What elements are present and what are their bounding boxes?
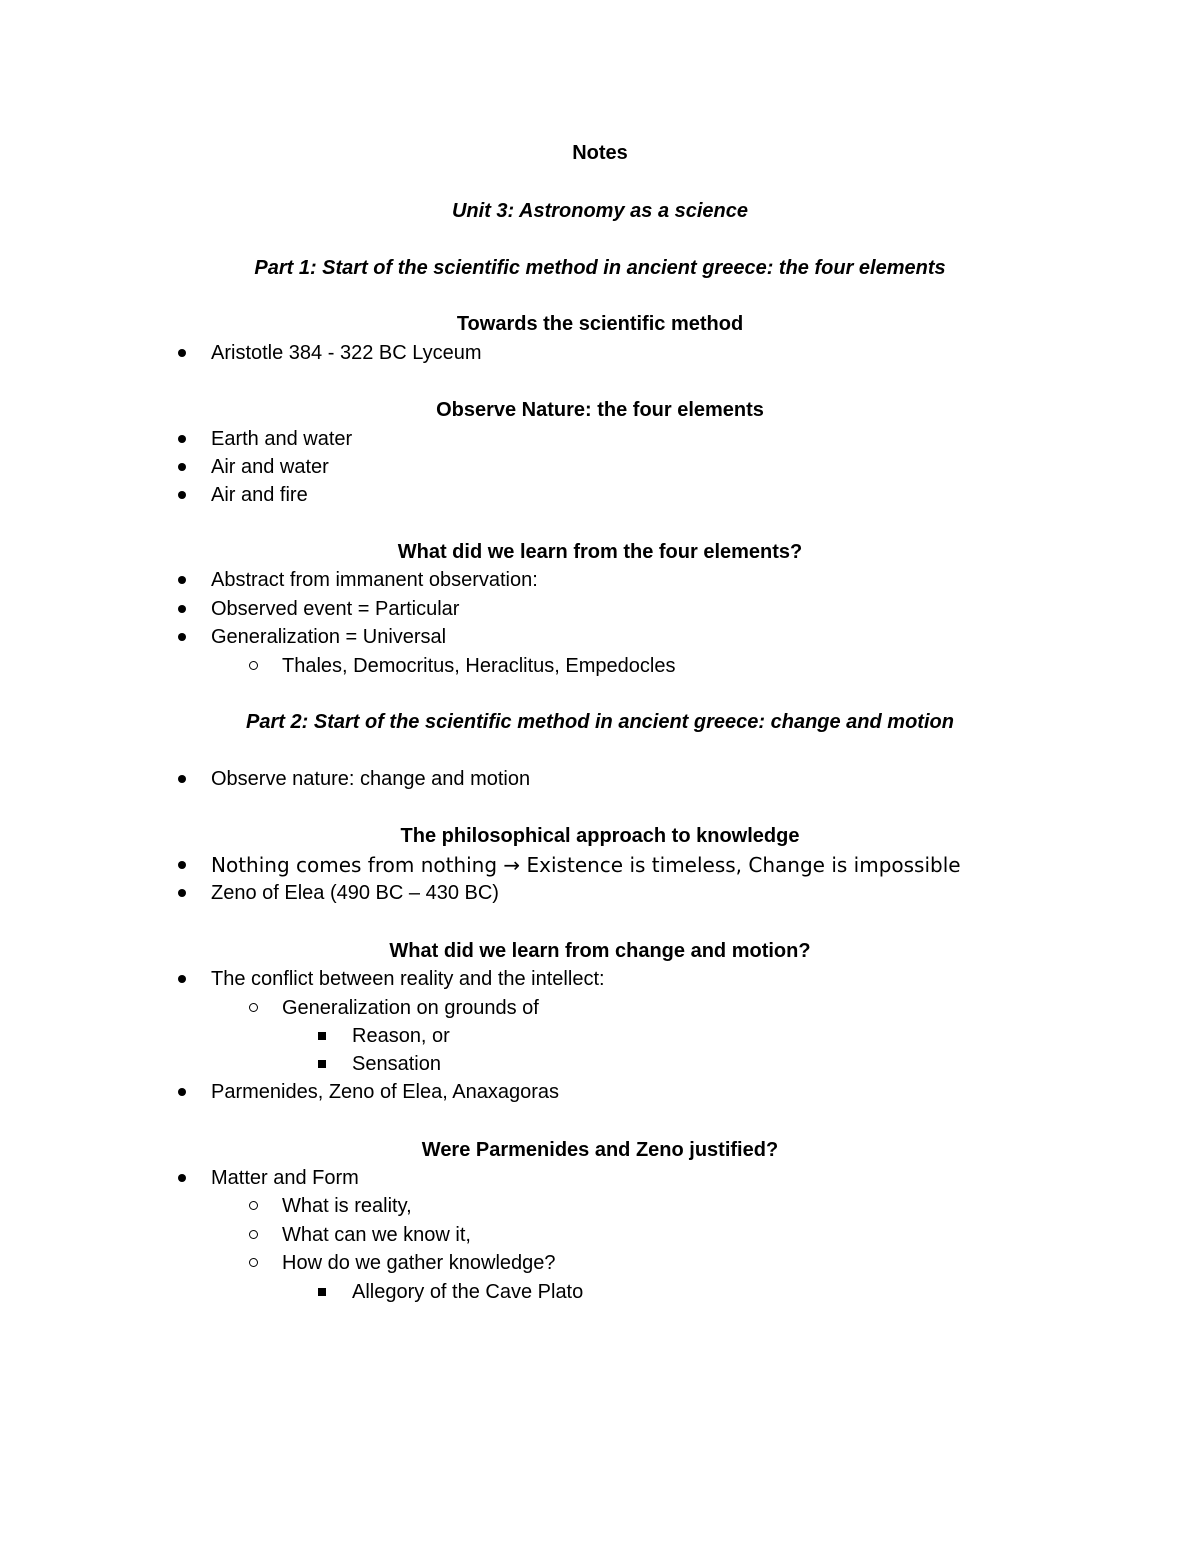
section-heading-learn-change: What did we learn from change and motion? — [389, 940, 811, 962]
bullet-square-icon — [318, 1032, 326, 1040]
list-item-text: Matter and Form — [211, 1167, 359, 1189]
bullet-disc-icon — [178, 1088, 186, 1096]
bullet-disc-icon — [178, 435, 186, 443]
list-item-text: Reason, or — [352, 1025, 450, 1047]
list-item-text: Aristotle 384 - 322 BC Lyceum — [211, 342, 482, 364]
section-heading-justified: Were Parmenides and Zeno justified? — [421, 1139, 779, 1161]
bullet-disc-icon — [178, 605, 186, 613]
list-item-text: Air and fire — [211, 484, 308, 506]
bullet-square-icon — [318, 1288, 326, 1296]
bullet-disc-icon — [178, 491, 186, 499]
bullet-disc-icon — [178, 775, 186, 783]
list-item-text: What can we know it, — [282, 1224, 471, 1246]
bullet-circle-icon — [249, 1258, 258, 1267]
list-item-text: Parmenides, Zeno of Elea, Anaxagoras — [211, 1081, 559, 1103]
list-item-text: Sensation — [352, 1053, 441, 1075]
list-item-text: How do we gather knowledge? — [282, 1252, 556, 1274]
bullet-disc-icon — [178, 861, 186, 869]
bullet-disc-icon — [178, 975, 186, 983]
bullet-disc-icon — [178, 463, 186, 471]
part1-title: Part 1: Start of the scientific method in ancient greece: the four elements — [254, 257, 946, 279]
part2-title: Part 2: Start of the scientific method in ancient greece: change and motion — [246, 711, 954, 733]
list-item-text: Observe nature: change and motion — [211, 768, 531, 790]
list-item-text: Abstract from immanent observation: — [211, 569, 538, 591]
bullet-disc-icon — [178, 889, 186, 897]
section-heading-towards: Towards the scientific method — [456, 313, 744, 335]
list-item-text: Zeno of Elea (490 BC – 430 BC) — [211, 882, 499, 904]
list-item-text: What is reality, — [282, 1195, 412, 1217]
section-heading-observe: Observe Nature: the four elements — [436, 399, 764, 421]
bullet-square-icon — [318, 1060, 326, 1068]
bullet-disc-icon — [178, 633, 186, 641]
list-item-text: Thales, Democritus, Heraclitus, Empedocles — [282, 655, 676, 677]
bullet-disc-icon — [178, 576, 186, 584]
bullet-circle-icon — [249, 1230, 258, 1239]
bullet-disc-icon — [178, 349, 186, 357]
section-heading-learn-elements: What did we learn from the four elements? — [397, 541, 803, 563]
list-item-text: Nothing comes from nothing → Existence is timeless, Change is impossible — [211, 853, 961, 877]
list-item-text: The conflict between reality and the intellect: — [211, 968, 605, 990]
list-item-text: Generalization on grounds of — [282, 997, 539, 1019]
list-item-text: Allegory of the Cave Plato — [352, 1281, 584, 1303]
section-heading-philosophical: The philosophical approach to knowledge — [400, 825, 800, 847]
list-item-text: Air and water — [211, 456, 329, 478]
list-item-text: Observed event = Particular — [211, 598, 460, 620]
bullet-disc-icon — [178, 1174, 186, 1182]
list-item-text: Generalization = Universal — [211, 626, 447, 648]
bullet-circle-icon — [249, 1003, 258, 1012]
list-item-text: Earth and water — [211, 428, 353, 450]
bullet-circle-icon — [249, 1201, 258, 1210]
bullet-circle-icon — [249, 661, 258, 670]
unit-title: Unit 3: Astronomy as a science — [451, 200, 749, 222]
document-title: Notes — [572, 142, 628, 164]
